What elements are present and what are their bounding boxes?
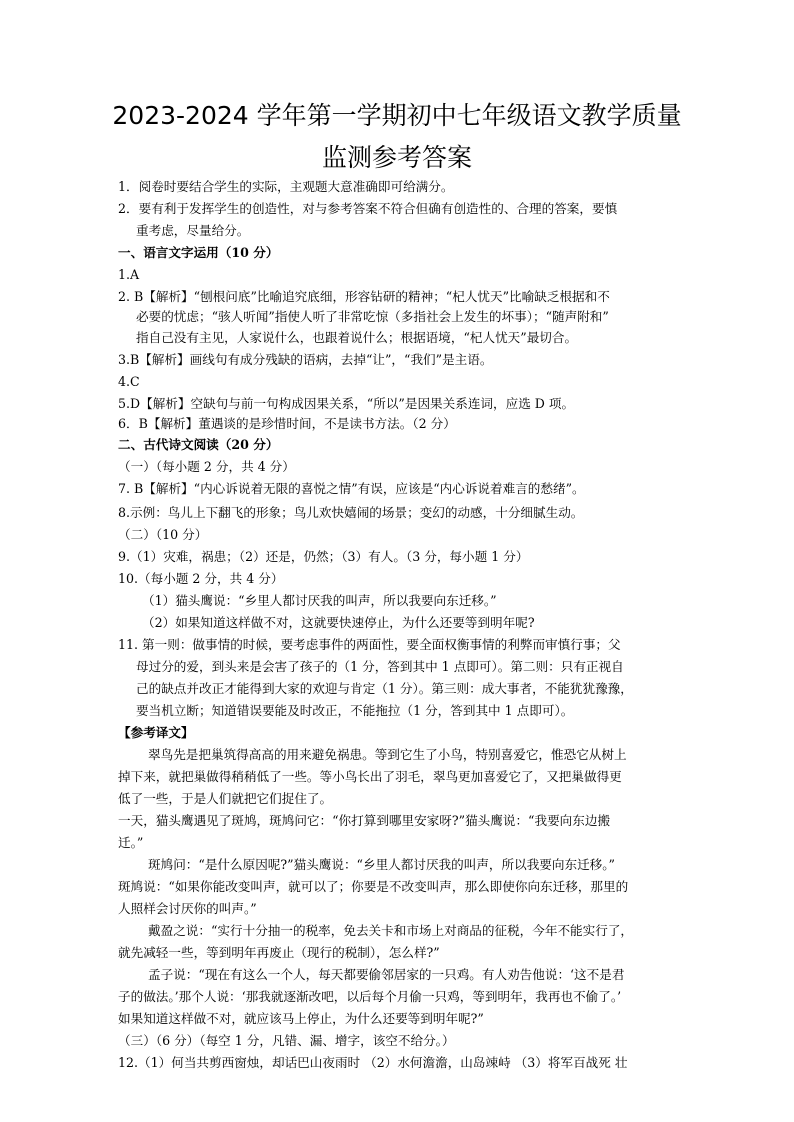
- answer-11: 11. 第一则：做事情的时候，要考虑事件的两面性，要全面权衡事情的利弊而审慎行事；父: [118, 637, 621, 652]
- section-heading-1: 一、语言文字运用（10 分）: [118, 245, 279, 260]
- answer-12: 12.（1）何当共剪西窗烛，却话巴山夜雨时 （2）水何澹澹，山岛竦峙 （3）将军百战死 壮: [118, 1055, 628, 1070]
- translation-para-5: 孟子说：“现在有这么一个人，每天都要偷邻居家的一只鸡。有人劝告他说：‘这不是君: [148, 967, 625, 982]
- title-line-1: 2023-2024 学年第一学期初中七年级语文教学质量: [112, 101, 682, 130]
- answer-10: 10.（每小题 2 分，共 4 分）: [118, 571, 284, 586]
- translation-para-3: 斑鸠问：“是什么原因呢?”猫头鹰说：“乡里人都讨厌我的叫声，所以我要向东迁移。”: [148, 857, 615, 872]
- answer-10-1: （1）猫头鹰说：“乡里人都讨厌我的叫声，所以我要向东迁移。”: [142, 593, 497, 608]
- translation-para-1-cont-2: 低了一些，于是人们就把它们捉住了。: [118, 791, 333, 806]
- answer-2-cont-2: 指自己没有主见，人家说什么，也跟着说什么；根据语境，“杞人忧天”最切合。: [136, 330, 578, 345]
- translation-para-3-cont-1: 斑鸠说：“如果你能改变叫声，就可以了；你要是不改变叫声，那么即使你向东迁移，那里的: [118, 879, 629, 894]
- answer-2: 2. B【解析】“刨根问底”比喻追究底细，形容钻研的精神；“杞人忧天”比喻缺乏根据和不: [118, 289, 610, 304]
- answer-8: 8.示例：鸟儿上下翻飞的形象；鸟儿欢快嬉闹的场景；变幻的动感，十分细腻生动。: [118, 505, 584, 520]
- answer-3: 3.B【解析】画线句有成分残缺的语病，去掉“让”，“我们”是主语。: [118, 352, 493, 367]
- translation-para-2: 一天，猫头鹰遇见了斑鸠，斑鸠问它：“你打算到哪里安家呀?”猫头鹰说：“我要向东边搬: [118, 813, 611, 828]
- answer-9: 9.（1）灾难，祸患；（2）还是，仍然；（3）有人。（3 分，每小题 1 分）: [118, 549, 529, 564]
- translation-heading: 【参考译文】: [118, 725, 194, 740]
- section-heading-2: 二、古代诗文阅读（20 分）: [118, 437, 279, 452]
- translation-para-4-cont: 就先减轻一些，等到明年再废止（现行的税制），怎么样?”: [118, 945, 440, 960]
- translation-para-1: 翠鸟先是把巢筑得高高的用来避免祸患。等到它生了小鸟，特别喜爱它，惟恐它从树上: [148, 747, 627, 762]
- translation-para-1-cont-1: 掉下来，就把巢做得稍稍低了一些。等小鸟长出了羽毛，翠鸟更加喜爱它了，又把巢做得更: [118, 769, 622, 784]
- translation-para-3-cont-2: 人照样会讨厌你的叫声。”: [118, 901, 257, 916]
- note-2: 2．要有利于发挥学生的创造性，对与参考答案不符合但确有创造性的、合理的答案，要慎: [118, 201, 618, 216]
- translation-para-5-cont-2: 如果知道这样做不对，就应该马上停止，为什么还要等到明年呢?”: [118, 1011, 484, 1026]
- title-line-2: 监测参考答案: [321, 143, 472, 172]
- answer-11-cont-1: 母过分的爱，到头来是会害了孩子的（1 分，答到其中 1 点即可）。第二则：只有正视自: [136, 659, 624, 674]
- translation-para-4: 戴盈之说：“实行十分抽一的税率，免去关卡和市场上对商品的征税，今年不能实行了，: [148, 923, 634, 938]
- answer-11-cont-2: 己的缺点并改正才能得到大家的欢迎与肯定（1 分）。第三则：成大事者，不能犹犹豫豫，: [136, 681, 633, 696]
- note-1: 1．阅卷时要结合学生的实际，主观题大意准确即可给满分。: [118, 179, 454, 194]
- subsection-2: （二）（10 分）: [118, 527, 208, 542]
- translation-para-5-cont-1: 子的做法。’那个人说：‘那我就逐渐改吧，以后每个月偷一只鸡，等到明年，我再也不偷了。’: [118, 989, 622, 1004]
- subsection-1: （一）（每小题 2 分，共 4 分）: [118, 459, 295, 474]
- answer-10-2: （2）如果知道这样做不对，这就要快速停止，为什么还要等到明年呢?: [142, 615, 535, 630]
- subsection-3: （三）（6 分）（每空 1 分，凡错、漏、增字，该空不给分。）: [118, 1033, 455, 1048]
- answer-7: 7. B【解析】“内心诉说着无限的喜悦之情”有误，应该是“内心诉说着难言的愁绪”。: [118, 481, 585, 496]
- answer-2-cont-1: 必要的忧虑；“骇人听闻”指使人听了非常吃惊（多指社会上发生的坏事）；“随声附和”: [136, 309, 609, 324]
- answer-5: 5.D【解析】空缺句与前一句构成因果关系，“所以”是因果关系连词，应选 D 项。: [118, 396, 575, 411]
- note-2-cont: 重考虑，尽量给分。: [136, 223, 250, 238]
- translation-para-2-cont: 迁。”: [118, 835, 144, 850]
- answer-11-cont-3: 要当机立断；知道错误要能及时改正，不能拖拉（1 分，答到其中 1 点即可）。: [136, 703, 574, 718]
- answer-6: 6．B【解析】董遇谈的是珍惜时间，不是读书方法。（2 分）: [118, 416, 456, 431]
- answer-1: 1.A: [118, 267, 140, 282]
- answer-4: 4.C: [118, 374, 140, 389]
